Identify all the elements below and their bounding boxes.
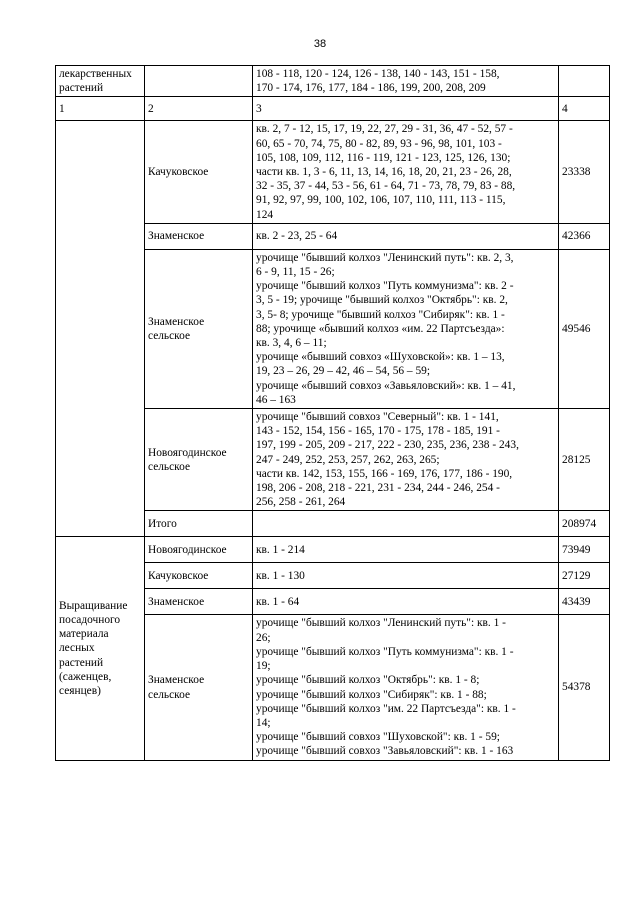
quarters-text: части кв. 1, 3 - 6, 11, 13, 14, 16, 18, 20, 21, 23 - 26, 28, (256, 166, 512, 179)
quarters-text: урочище "бывший колхоз "Октябрь": кв. 1 - 8; (256, 674, 480, 687)
quarters-cell (253, 615, 559, 760)
quarters-text: 3, 5- 8; урочище "бывший колхоз "Сибиряк": кв. 1 - (256, 308, 505, 321)
quarters-text: 108 - 118, 120 - 124, 126 - 138, 140 - 143, 151 - 158, (256, 68, 500, 80)
quarters-text: урочище "бывший колхоз "Путь коммунизма": кв. 2 - (256, 280, 514, 293)
quarters-cell (253, 223, 559, 249)
column-number: 2 (145, 97, 253, 121)
quarters-text: кв. 3, 4, 6 – 11; (256, 337, 327, 350)
quarters-text: 256, 258 - 261, 264 (256, 496, 346, 509)
activity-text: (саженцев, (59, 670, 112, 683)
column-number: 3 (253, 97, 559, 121)
quarters-cell (253, 589, 559, 615)
forestry-name: Качуковское (148, 166, 209, 179)
quarters-text: части кв. 142, 153, 155, 166 - 169, 176, 177, 186 - 190, (256, 467, 513, 480)
forestry-name: Знаменское (148, 674, 205, 687)
total-value: 208974 (559, 511, 610, 537)
quarters-cell (253, 537, 559, 563)
area-cell: 27129 (559, 563, 610, 589)
quarters-text: урочище "бывший колхоз "Ленинский путь": кв. 2, 3, (256, 251, 514, 264)
quarters-text: 26; (256, 631, 271, 644)
quarters-text: кв. 1 - 214 (256, 543, 305, 556)
forestry-name: Новоягодинское (148, 543, 227, 556)
activity-text: растений (59, 82, 104, 95)
area-cell: 54378 (559, 615, 610, 760)
quarters-text: 91, 92, 97, 99, 100, 102, 106, 107, 110, 111, 113 - 115, (256, 194, 506, 207)
forestry-name: сельское (148, 460, 191, 473)
quarters-text: урочище "бывший колхоз "Сибиряк": кв. 1 - 88; (256, 688, 487, 701)
quarters-text: 143 - 152, 154, 156 - 165, 170 - 175, 178 - 185, 191 - (256, 425, 500, 438)
forestry-cell (145, 409, 253, 511)
forestry-name: Знаменское (148, 230, 205, 243)
quarters-cell (253, 249, 559, 408)
area-cell: 42366 (559, 223, 610, 249)
quarters-cell (253, 66, 559, 97)
quarters-cell (253, 511, 559, 537)
area-cell: 23338 (559, 121, 610, 223)
forestry-cell (145, 249, 253, 408)
quarters-text: урочище "бывший совхоз "Северный": кв. 1 - 141, (256, 411, 499, 424)
forestry-name: Качуковское (148, 569, 209, 582)
table-row (56, 537, 610, 563)
activity-text: лесных (59, 642, 95, 655)
quarters-text: 19; (256, 660, 271, 673)
total-label: Итого (145, 511, 253, 537)
table-row (56, 121, 610, 223)
activity-cell (56, 537, 145, 760)
forestry-name: Знаменское (148, 315, 205, 328)
quarters-cell (253, 563, 559, 589)
quarters-text: урочище «бывший совхоз «Шуховской»: кв. 1 – 13, (256, 351, 505, 364)
area-cell (559, 66, 610, 97)
quarters-text: кв. 2 - 23, 25 - 64 (256, 230, 338, 243)
quarters-table (55, 65, 610, 761)
quarters-text: 3, 5 - 19; урочище "бывший колхоз "Октябрь": кв. 2, (256, 294, 508, 307)
quarters-text: урочище "бывший совхоз "Шуховской": кв. 1 - 59; (256, 731, 500, 744)
quarters-text: кв. 1 - 64 (256, 595, 300, 608)
activity-cell (56, 66, 145, 97)
quarters-text: 197, 199 - 205, 209 - 217, 222 - 230, 235, 236, 238 - 243, (256, 439, 519, 452)
area-cell: 49546 (559, 249, 610, 408)
quarters-text: 105, 108, 109, 112, 116 - 119, 121 - 123, 125, 126, 130; (256, 151, 511, 164)
forestry-cell (145, 563, 253, 589)
quarters-text: кв. 1 - 130 (256, 569, 305, 582)
quarters-text: 198, 206 - 208, 218 - 221, 231 - 234, 244 - 246, 254 - (256, 482, 500, 495)
quarters-text: кв. 2, 7 - 12, 15, 17, 19, 22, 27, 29 - 31, 36, 47 - 52, 57 - (256, 123, 513, 136)
forestry-cell (145, 66, 253, 97)
activity-text: материала (59, 628, 109, 641)
forestry-cell (145, 121, 253, 223)
quarters-text: урочище "бывший совхоз "Завьяловский": кв. 1 - 163 (256, 745, 514, 758)
forestry-cell (145, 537, 253, 563)
quarters-text: 170 - 174, 176, 177, 184 - 186, 199, 200, 208, 209 (256, 82, 486, 95)
column-number-row (56, 97, 610, 121)
quarters-cell (253, 121, 559, 223)
column-number: 1 (56, 97, 145, 121)
area-cell: 73949 (559, 537, 610, 563)
forestry-name: сельское (148, 329, 191, 342)
quarters-text: урочище "бывший колхоз "Путь коммунизма": кв. 1 - (256, 645, 514, 658)
page-number: 38 (313, 38, 327, 50)
activity-text: лекарственных (59, 68, 132, 80)
quarters-text: 124 (256, 208, 274, 221)
quarters-text: урочище "бывший колхоз "Ленинский путь": кв. 1 - (256, 617, 506, 630)
quarters-text: 60, 65 - 70, 74, 75, 80 - 82, 89, 93 - 96, 98, 101, 103 - (256, 137, 502, 150)
quarters-text: 19, 23 – 26, 29 – 42, 46 – 54, 56 – 59; (256, 365, 431, 378)
forestry-cell (145, 615, 253, 760)
quarters-text: 247 - 249, 252, 253, 257, 262, 263, 265; (256, 453, 440, 466)
area-cell: 28125 (559, 409, 610, 511)
quarters-text: 46 – 163 (256, 393, 296, 406)
activity-text: посадочного (59, 613, 121, 626)
quarters-text: урочище "бывший колхоз "им. 22 Партсъезда": кв. 1 - (256, 702, 516, 715)
quarters-text: 14; (256, 716, 271, 729)
column-number: 4 (559, 97, 610, 121)
quarters-cell (253, 409, 559, 511)
quarters-text: 6 - 9, 11, 15 - 26; (256, 266, 335, 279)
quarters-text: урочище «бывший совхоз «Завьяловский»: кв. 1 – 41, (256, 379, 516, 392)
activity-cell (56, 121, 145, 537)
quarters-text: 88; урочище «бывший колхоз «им. 22 Партсъезда»: (256, 322, 505, 335)
table-row-continued (56, 66, 610, 97)
forestry-name: Знаменское (148, 595, 205, 608)
forestry-name: Новоягодинское (148, 446, 227, 459)
activity-text: Выращивание (59, 599, 128, 612)
activity-text: растений (59, 656, 104, 669)
area-cell: 43439 (559, 589, 610, 615)
quarters-text: 32 - 35, 37 - 44, 53 - 56, 61 - 64, 71 - 73, 78, 79, 83 - 88, (256, 180, 516, 193)
activity-text: сеянцев) (59, 685, 101, 697)
forestry-cell (145, 589, 253, 615)
forestry-name: сельское (148, 688, 191, 701)
forestry-cell (145, 223, 253, 249)
